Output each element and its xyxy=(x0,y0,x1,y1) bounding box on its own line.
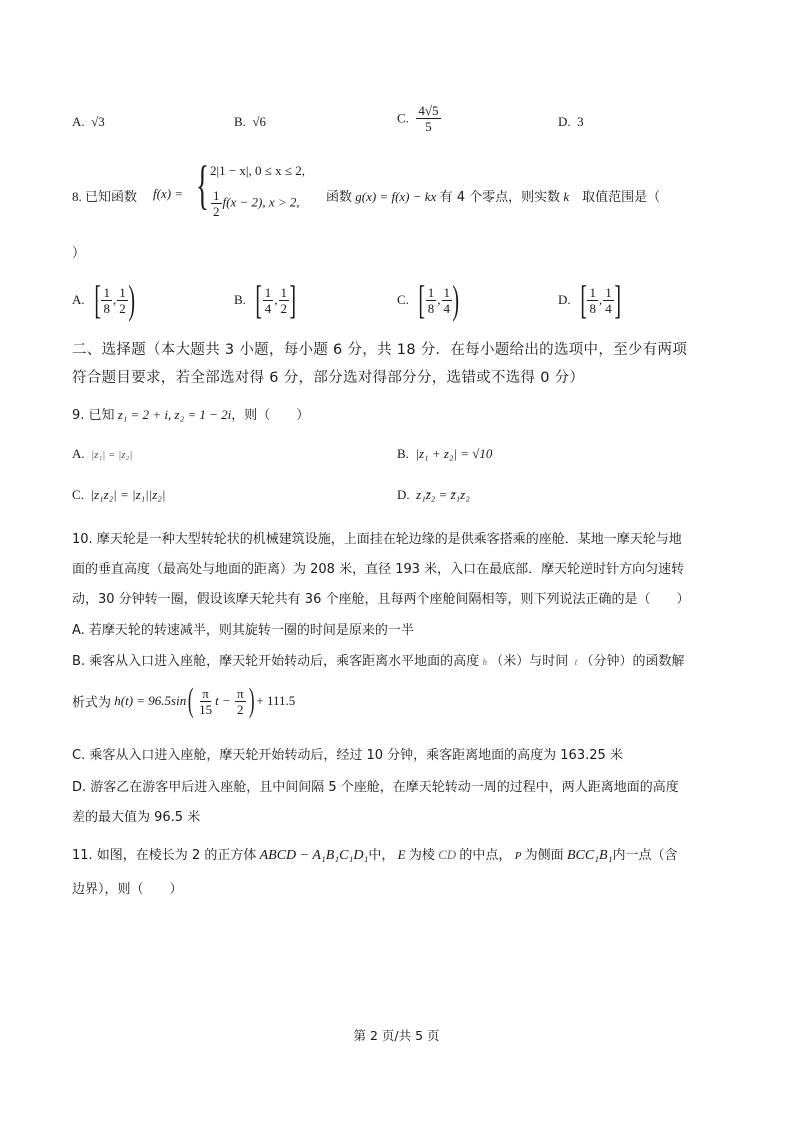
q8-fname: f(x) = xyxy=(153,186,184,201)
q10-line2: 面的垂直高度（最高处与地面的距离）为 208 米，直径 193 米，入口在最底部．摩天轮逆时针方向匀速转 xyxy=(72,562,685,577)
section2-heading-line1: 二、选择题（本大题共 3 小题，每小题 6 分，共 18 分．在每小题给出的选项中，至少有两项 xyxy=(72,342,688,358)
q10-line1: 10. 摩天轮是一种大型转轮状的机械建筑设施，上面挂在轮边缘的是供乘客搭乘的座舱．某地一摩天轮与地 xyxy=(72,532,682,547)
q7-option-a: A. √3 xyxy=(72,114,105,129)
q7-option-a-value: √3 xyxy=(91,114,105,129)
q10-option-b-line2: 析式为 h(t) = 96.5sin ( $\frac{\pi}{15}$ t − $\frac{\pi}{2}$ ) + 111.5 xyxy=(72,682,296,719)
q9-stem: 9. 已知 z₁ = 2 + i, z₂ = 1 − 2i，则（ ） xyxy=(72,407,310,423)
q7-option-b: B. √6 xyxy=(234,114,267,129)
q11-line2: 边界），则（ ） xyxy=(72,882,183,897)
q8-case2: $\frac{1}{2}$ f(x − 2), x > 2, xyxy=(213,188,300,219)
q9-option-d: D. z₁z̄₂ = z̄₁z₂ xyxy=(397,487,470,502)
q9-option-c: C. |z₁z₂| = |z₁||z₂| xyxy=(72,487,166,502)
q8-brace: { xyxy=(196,155,209,215)
q8-option-d: D. [ $\frac{1}{8}$ , $\frac{1}{4}$ ] xyxy=(558,277,621,322)
q10-option-d-line2: 差的最大值为 96.5 米 xyxy=(72,810,201,825)
q7-option-d: D. 3 xyxy=(558,114,584,129)
q8-case1: 2|1 − x|, 0 ≤ x ≤ 2, xyxy=(210,163,306,178)
page-footer: 第 2 页/共 5 页 xyxy=(353,1028,440,1043)
q10-line3: 动，30 分钟转一圈，假设该摩天轮共有 36 个座舱，且每两个座舱间隔相等，则下列说法正确的是（ ） xyxy=(72,592,690,607)
q7-option-b-value: √6 xyxy=(252,114,267,129)
q9-option-b: B. |z₁ + z₂| = √10 xyxy=(397,446,493,461)
q10-option-a: A. 若摩天轮的转速减半，则其旋转一圈的时间是原来的一半 xyxy=(72,623,414,638)
q8-mid: 函数 g(x) = f(x) − kx 有 4 个零点，则实数 k 取值范围是（ xyxy=(326,189,661,205)
q8-number-lead: 8. 已知函数 xyxy=(72,189,138,205)
q8-option-a: A. [ $\frac{1}{8}$ , $\frac{1}{2}$ ) xyxy=(72,277,135,322)
q9-option-a: A. |z₁| = |z₂| xyxy=(72,446,133,461)
q7-option-c: C. $\frac{4√5}{5}$ xyxy=(397,103,439,134)
q8-option-b: B. [ $\frac{1}{4}$ , $\frac{1}{2}$ ] xyxy=(234,277,296,322)
q10-option-d-line1: D. 游客乙在游客甲后进入座舱，且中间间隔 5 个座舱，在摩天轮转动一周的过程中，两人距离地面的高度 xyxy=(72,780,679,795)
q8-option-c: C. [ $\frac{1}{8}$ , $\frac{1}{4}$ ) xyxy=(397,277,459,322)
q10-option-b-line1: B. 乘客从入口进入座舱，摩天轮开始转动后，乘客距离水平地面的高度 h （米）与时间 t （分钟）的函数解 xyxy=(72,654,685,669)
q10-option-c: C. 乘客从入口进入座舱，摩天轮开始转动后，经过 10 分钟，乘客距离地面的高度为 163.25 米 xyxy=(72,748,623,763)
q8-close-paren: ） xyxy=(72,246,86,261)
q11-line1: 11. 如图，在棱长为 2 的正方体 ABCD − A₁B₁C₁D₁中， E 为棱 CD 的中点， P 为侧面 BCC₁B₁内一点（含 xyxy=(72,847,678,863)
section2-heading-line2: 符合题目要求，若全部选对得 6 分，部分选对得部分分，选错或不选得 0 分） xyxy=(72,370,585,386)
